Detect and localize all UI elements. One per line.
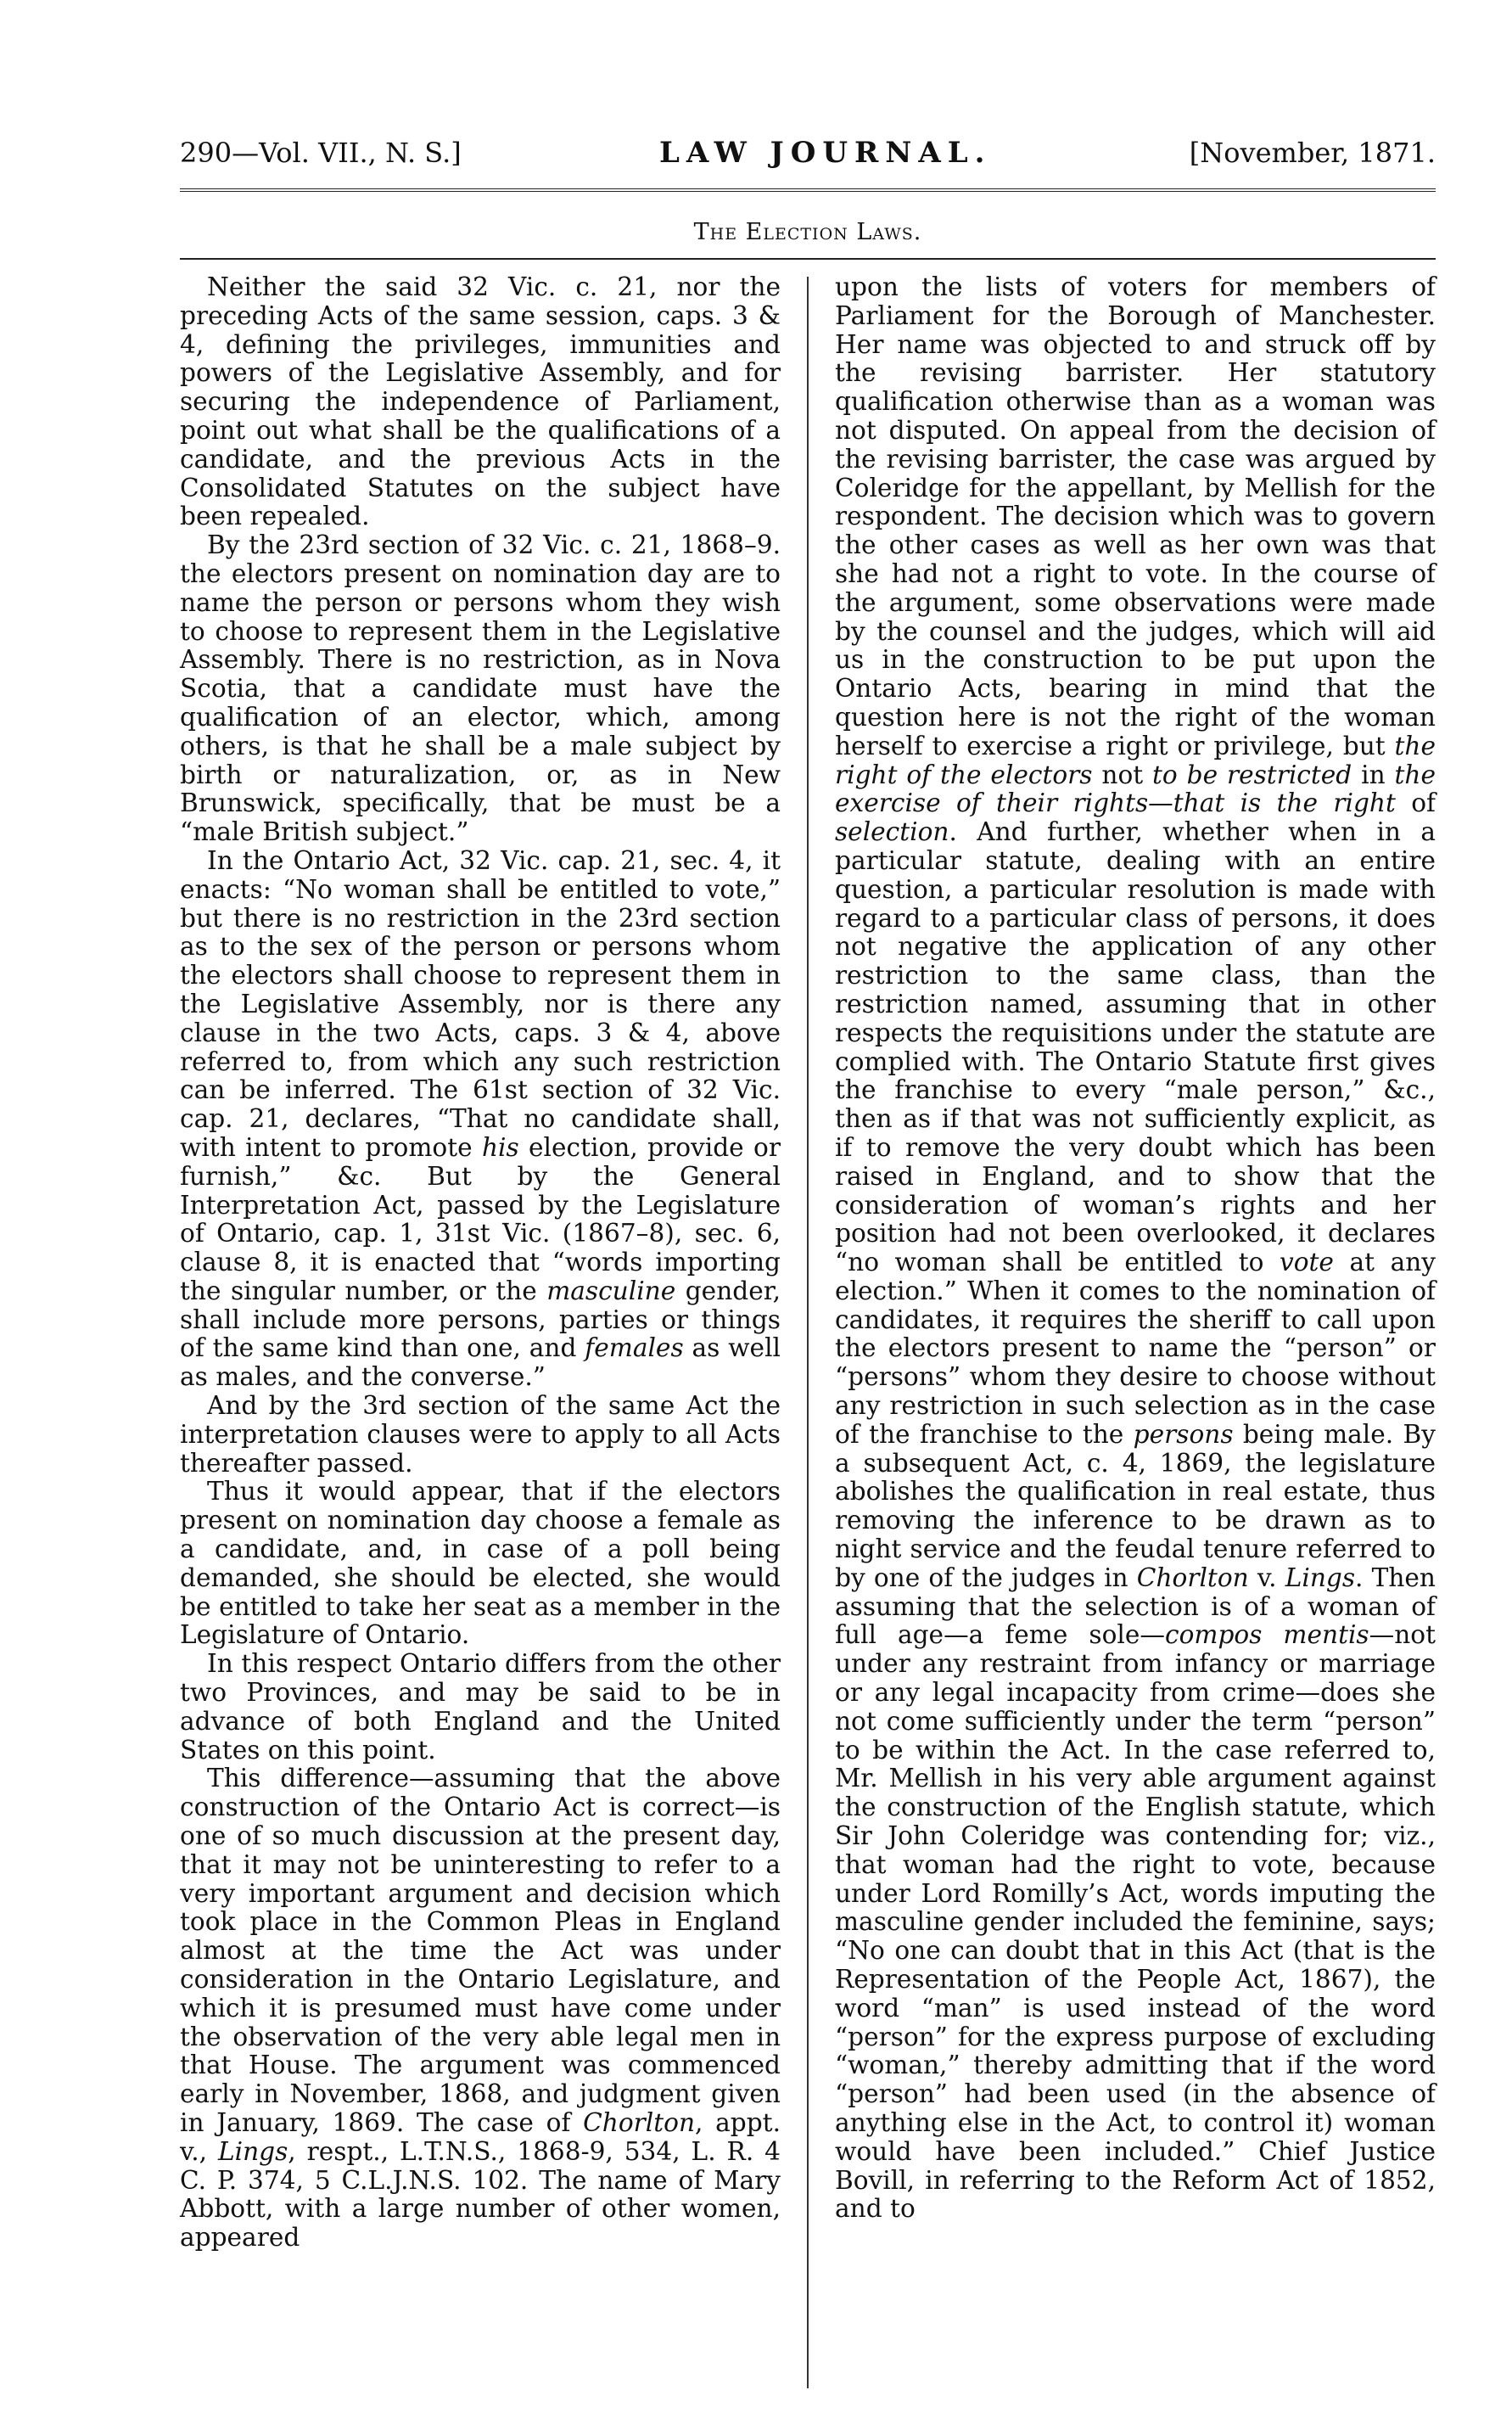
header-volume: 290—Vol. VII., N. S.] [180,137,462,169]
paragraph: This difference—assuming that the above construction of the Ontario Act is correct—is one of so much discussion at the present day, that it may not be uninteresting to refer to a very important argument and decision which took place in the Common Pleas in England almost at the time the Act was under consideration in the Ontario Legislature, and which it is presumed must have come under the observation of the very able legal men in that House. The argument was commenced early in November, 1868, and judgment given in January, 1869. The case of Chorlton, appt. v., Lings, respt., L.T.N.S., 1868-9, 534, L. R. 4 C. P. 374, 5 C.L.J.N.S. 102. The name of Mary Abbott, with a large number of other women, appeared [180,1764,781,2253]
case-name: Lings [217,2136,288,2166]
section-title: The Election Laws. [693,219,922,245]
header-double-rule [180,188,1436,192]
paragraph: In the Ontario Act, 32 Vic. cap. 21, sec. 4, it enacts: “No woman shall be entitled to vote,” but there is no restriction in the 23rd section as to the sex of the person or persons whom the electors shall choose to represent them in the Legislative Assembly, nor is there any clause in the two Acts, caps. 3 & 4, above referred to, from which any such restriction can be inferred. The 61st section of 32 Vic. cap. 21, declares, “That no candidate shall, with intent to promote his election, provide or furnish,” &c. But by the General Interpretation Act, passed by the Legislature of Ontario, cap. 1, 31st Vic. (1867–8), sec. 6, clause 8, it is enacted that “words importing the singular number, or the masculine gender, shall include more persons, parties or things of the same kind than one, and females as well as males, and the converse.” [180,845,781,1392]
paragraph: By the 23rd section of 32 Vic. c. 21, 1868–9. the electors present on nomination day are to name the person or persons whom they wish to choose to represent them in the Legislative Assembly. There is no restriction, as in Nova Scotia, that a candidate must have the qualification of an elector, which, among others, is that he shall be a male subject by birth or naturalization, or, as in New Brunswick, specifically, that be must be a “male British subject.” [180,530,781,847]
italic-text: masculine [546,1276,676,1305]
paragraph: Thus it would appear, that if the electors present on nomination day choose a female as a candidate, and, in case of a poll being demanded, she should be elected, she would be entitled to take her seat as a member in the Legislature of Ontario. [180,1477,781,1650]
article-columns [180,273,1436,2395]
section-rule [180,258,1436,260]
italic-text: selection [835,817,949,847]
column-left [180,273,781,2395]
running-head [180,136,1436,170]
paragraph: And by the 3rd section of the same Act the interpretation clauses were to apply to all Acts thereafter passed. [180,1391,781,1478]
column-right [835,273,1436,2395]
paragraph: In this respect Ontario differs from the other two Provinces, and may be said to be in advance of both England and the United States on this point. [180,1649,781,1765]
italic-text: to be restricted [1152,760,1352,789]
paragraph: upon the lists of voters for members of Parliament for the Borough of Manchester. Her name was objected to and struck off by the revising barrister. Her statutory qualification otherwise than as a woman was not disputed. On appeal from the decision of the revising barrister, the case was argued by Coleridge for the appellant, by Mellish for the respondent. The decision which was to govern the other cases as well as her own was that she had not a right to vote. In the course of the argument, some observations were made by the counsel and the judges, which will aid us in the construction to be put upon the Ontario Acts, bearing in mind that the question here is not the right of the woman herself to exercise a right or privilege, but the right of the electors not to be restricted in the exercise of their rights—that is the right of selection. And further, whether when in a particular statute, dealing with an entire question, a particular resolution is made with regard to a particular class of persons, it does not negative the application of any other restriction to the same class, than the restriction named, assuming that in other respects the requisitions under the statute are complied with. The Ontario Statute first gives the franchise to every “male person,” &c., then as if that was not sufficiently explicit, as if to remove the very doubt which has been raised in England, and to show that the consideration of woman’s rights and her position had not been overlooked, it declares “no woman shall be entitled to vote at any election.” When it comes to the nomination of candidates, it requires the sheriff to call upon the electors present to name the “person” or “persons” whom they desire to choose without any restriction in such selection as in the case of the franchise to the persons being male. By a subsequent Act, c. 4, 1869, the legislature abolishes the qualification in real estate, thus removing the inference to be drawn as to night service and the feudal tenure referred to by one of the judges in Chorlton v. Lings. Then assuming that the selection is of a woman of full age—a feme sole—compos mentis—not under any restraint from infancy or marriage or any legal incapacity from crime—does she not come sufficiently under the term “person” to be within the Act. In the case referred to, Mr. Mellish in his very able argument against the construction of the English statute, which Sir John Coleridge was contending for; viz., that woman had the right to vote, because under Lord Romilly’s Act, words imputing the masculine gender included the feminine, says; “No one can doubt that in this Act (that is the Representation of the People Act, 1867), the word “man” is used instead of the word “person” for the express purpose of excluding “woman,” thereby admitting that if the word “person” had been used (in the absence of anything else in the Act, to control it) woman would have been included.” Chief Justice Bovill, in referring to the Reform Act of 1852, and to [835,272,1436,2224]
italic-text: the exercise of their rights—that is the right [835,760,1436,818]
italic-text: the right of the electors [835,731,1436,789]
column-divider [807,277,809,2388]
case-name: Chorlton [1136,1563,1249,1592]
italic-text: compos mentis [1165,1620,1369,1650]
header-journal-title: LAW JOURNAL. [659,136,992,170]
italic-text: females [585,1333,684,1363]
italic-text: his [481,1132,519,1162]
paragraph: Neither the said 32 Vic. c. 21, nor the preceding Acts of the same session, caps. 3 & 4, defining the privileges, immunities and powers of the Legislative Assembly, and for securing the independence of Parliament, point out what shall be the qualifications of a candidate, and the previous Acts in the Consolidated Statutes on the subject have been repealed. [180,272,781,531]
case-name: Lings [1285,1563,1356,1592]
italic-text: vote [1279,1248,1334,1277]
header-date: [November, 1871. [1189,137,1436,169]
italic-text: persons [1133,1419,1234,1449]
case-name: Chorlton [583,2108,696,2137]
